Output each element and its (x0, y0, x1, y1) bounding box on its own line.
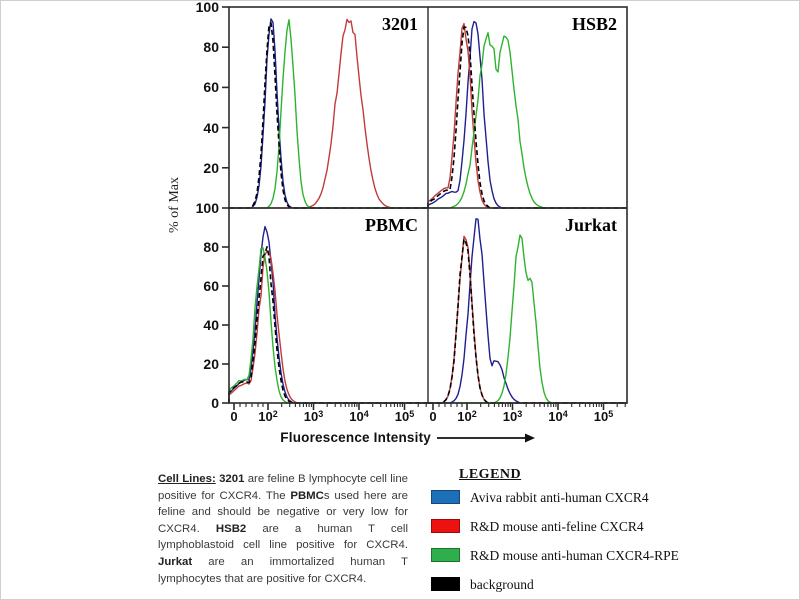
x-axis-title: Fluorescence Intensity (280, 430, 431, 445)
y-tick-label: 80 (203, 239, 219, 255)
caption-segment: PBMC (290, 489, 324, 502)
curve-jurkat-r-d-mouse-anti-feline-cxcr4 (428, 236, 627, 403)
legend-label: background (470, 576, 534, 592)
legend-swatch-icon (431, 519, 460, 533)
curve-pbmc-r-d-mouse-anti-human-cxcr4-rpe (229, 248, 428, 403)
x-tick-label: $10^2$ (258, 409, 278, 424)
x-tick-label: $10^3$ (303, 409, 324, 424)
cell-lines-caption (158, 471, 408, 587)
y-tick-label: 100 (195, 200, 219, 216)
panel-title-3201: 3201 (382, 14, 418, 34)
legend-label: Aviva rabbit anti-human CXCR4 (470, 489, 649, 505)
legend-label: R&D mouse anti-feline CXCR4 (470, 518, 644, 534)
legend-swatch-icon (431, 490, 460, 504)
caption-segment: are an immortalized human T lymphocytes that are positive for CXCR4. (158, 555, 408, 585)
x-tick-label: $10^4$ (349, 409, 369, 424)
caption-segment: Cell Lines: (158, 473, 216, 485)
curve-jurkat-r-d-mouse-anti-human-cxcr4-rpe (428, 235, 627, 403)
caption-segment: HSB2 (215, 522, 247, 535)
legend-swatch-icon (431, 577, 460, 591)
x-axis-arrowhead-icon (525, 434, 535, 443)
caption-segment: 3201 (219, 473, 245, 485)
legend-label: R&D mouse anti-human CXCR4-RPE (470, 547, 679, 563)
caption-segment: are a human T cell lymphoblastoid cell line positive for CXCR4. (158, 522, 408, 552)
y-axis-title: % of Max (167, 177, 182, 233)
y-tick-label: 20 (203, 159, 219, 176)
curve-hsb2-r-d-mouse-anti-feline-cxcr4 (428, 24, 627, 208)
caption-segment: Jurkat (158, 555, 193, 568)
x-tick-label: 0 (429, 409, 437, 424)
panel-title-pbmc: PBMC (365, 215, 418, 235)
y-tick-label: 40 (203, 119, 219, 136)
caption-segment: are feline B lymphocyte cell line positive for CXCR4. The (158, 473, 408, 502)
y-tick-label: 60 (203, 278, 219, 294)
y-tick-label: 0 (211, 395, 219, 411)
x-tick-label: $10^5$ (394, 409, 415, 424)
y-tick-label: 20 (203, 356, 219, 372)
curve-hsb2-background (428, 27, 627, 208)
caption-segment: s used here are feline and should be negative or very low for CXCR4. (158, 489, 408, 535)
legend-rows (431, 490, 731, 591)
curve-jurkat-background (428, 239, 627, 403)
legend-row (431, 519, 731, 533)
legend-title: LEGEND (459, 467, 522, 482)
panel-title-jurkat: Jurkat (564, 215, 617, 235)
curve-3201-background (229, 23, 428, 208)
x-tick-label: 0 (230, 409, 238, 424)
legend-swatch-icon (431, 548, 460, 562)
legend-block (431, 467, 731, 600)
x-tick-label: $10^5$ (593, 409, 614, 424)
curve-hsb2-aviva-rabbit-anti-human-cxcr4 (428, 22, 627, 208)
curve-hsb2-r-d-mouse-anti-human-cxcr4-rpe (428, 33, 627, 208)
y-tick-label: 40 (203, 317, 219, 333)
legend-row (431, 548, 731, 562)
x-tick-label: $10^3$ (502, 409, 523, 424)
panel-title-hsb2: HSB2 (571, 14, 617, 34)
y-tick-label: 80 (203, 39, 219, 56)
legend-row (431, 490, 731, 504)
legend-row (431, 577, 731, 591)
y-tick-label: 100 (195, 0, 219, 15)
y-tick-label: 60 (203, 79, 219, 96)
x-tick-label: $10^2$ (457, 409, 477, 424)
x-tick-label: $10^4$ (548, 409, 568, 424)
